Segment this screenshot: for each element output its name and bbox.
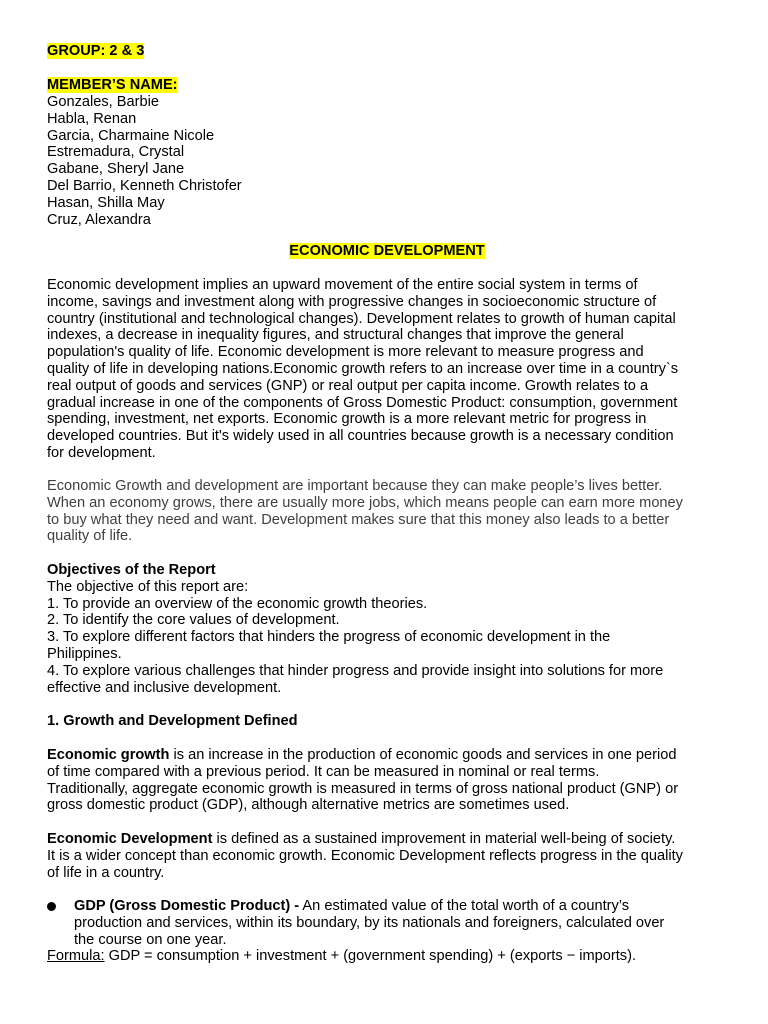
definition-first-line xyxy=(47,831,727,848)
formula-text: GDP = consumption + investment + (government spending) + (exports − imports). xyxy=(104,948,637,964)
member-name: Gabane, Sheryl Jane xyxy=(47,161,185,178)
member-name: Estremadura, Crystal xyxy=(47,144,185,161)
definition-text: is an increase in the production of economic goods and services in one period xyxy=(169,747,677,763)
definition-line: of time compared with a previous period. It can be measured in nominal or real terms. xyxy=(47,763,600,780)
definition-first-line xyxy=(47,747,727,764)
members-heading-text: MEMBER’S NAME: xyxy=(47,77,178,93)
definition-line: gross domestic product (GDP), although alternative metrics are sometimes used. xyxy=(47,797,570,814)
group-label-text: GROUP: 2 & 3 xyxy=(47,43,145,59)
bullet-text-line: An estimated value of the total worth of a country’s xyxy=(299,898,630,914)
group-label xyxy=(47,43,727,60)
economic-growth-term: Economic growth xyxy=(47,747,170,763)
formula-line xyxy=(47,948,727,965)
gdp-bullet-item xyxy=(47,898,737,950)
objectives-line: effective and inclusive development. xyxy=(47,679,282,696)
importance-paragraph xyxy=(47,478,727,545)
definition-line: Traditionally, aggregate economic growth is measured in terms of gross national product (GNP) or xyxy=(47,780,679,797)
member-name: Gonzales, Barbie xyxy=(47,94,159,110)
intro-line: indexes, a decrease in inequality figures, and structural changes that improve the general xyxy=(47,327,624,344)
formula-row xyxy=(47,948,727,965)
economic-growth-definition xyxy=(47,747,727,814)
gdp-bullet-text xyxy=(74,898,737,948)
section-heading-text: 1. Growth and Development Defined xyxy=(47,713,298,729)
objectives-section xyxy=(47,562,727,696)
definition-line: It is a wider concept than economic growth. Economic Development reflects progress in the quality xyxy=(47,847,683,864)
economic-development-definition xyxy=(47,831,727,881)
gdp-term: GDP (Gross Domestic Product) - xyxy=(74,898,300,914)
importance-line: quality of life. xyxy=(47,528,133,545)
objectives-line: 2. To identify the core values of development. xyxy=(47,612,340,629)
intro-line: spending, investment, net exports. Economic growth is a more relevant metric for progress in xyxy=(47,411,647,428)
objectives-line: The objective of this report are: xyxy=(47,578,249,595)
importance-line: Economic Growth and development are important because they can make people’s lives better. xyxy=(47,478,663,494)
bullet-text-line: production and services, within its boundary, by its nationals and foreigners, calculated over xyxy=(74,914,665,931)
objectives-line: 4. To explore various challenges that hinder progress and provide insight into solutions for more xyxy=(47,662,664,679)
member-name: Del Barrio, Kenneth Christofer xyxy=(47,177,242,194)
intro-line: Economic development implies an upward movement of the entire social system in terms of xyxy=(47,277,638,293)
objectives-line: Philippines. xyxy=(47,645,122,662)
importance-line: When an economy grows, there are usually more jobs, which means people can earn more money xyxy=(47,494,683,511)
members-heading xyxy=(47,77,727,94)
member-name: Cruz, Alexandra xyxy=(47,211,151,228)
definition-text: is defined as a sustained improvement in material well-being of society. xyxy=(212,831,676,847)
intro-line: country (institutional and technological changes). Development relates to growth of human capital xyxy=(47,310,676,327)
intro-line: population's quality of life. Economic development is more relevant to measure progress and xyxy=(47,344,644,361)
document-title-text: ECONOMIC DEVELOPMENT xyxy=(289,243,485,259)
intro-line: for development. xyxy=(47,444,156,461)
intro-line: real output of goods and services (GNP) or real output per capita income. Growth relates to a xyxy=(47,377,649,394)
section-heading xyxy=(47,713,727,730)
member-list xyxy=(47,94,727,228)
intro-paragraph xyxy=(47,277,727,462)
objectives-heading: Objectives of the Report xyxy=(47,562,216,578)
bullet-first-line xyxy=(74,898,737,915)
objectives-line: 3. To explore different factors that hinders the progress of economic development in the xyxy=(47,629,611,646)
definition-line: of life in a country. xyxy=(47,864,165,881)
intro-line: income, savings and investment along with progressive changes in socioeconomic structure of xyxy=(47,293,657,310)
economic-development-term: Economic Development xyxy=(47,831,213,847)
intro-line: gradual increase in one of the components of Gross Domestic Product: consumption, government xyxy=(47,394,678,411)
intro-line: developed countries. But it's widely used in all countries because growth is a necessary condition xyxy=(47,428,674,445)
intro-line: quality of life in developing nations.Economic growth refers to an increase over time in a country`s xyxy=(47,360,679,377)
member-name: Habla, Renan xyxy=(47,110,137,127)
bullet-text-line: the course on one year. xyxy=(74,931,227,948)
member-name: Hasan, Shilla May xyxy=(47,194,165,211)
bullet-icon xyxy=(47,902,56,911)
formula-label: Formula: xyxy=(47,948,105,964)
member-name: Garcia, Charmaine Nicole xyxy=(47,127,215,144)
importance-line: to buy what they need and want. Development makes sure that this money also leads to a better xyxy=(47,511,670,528)
objectives-line: 1. To provide an overview of the economic growth theories. xyxy=(47,595,428,612)
document-title xyxy=(47,243,727,260)
